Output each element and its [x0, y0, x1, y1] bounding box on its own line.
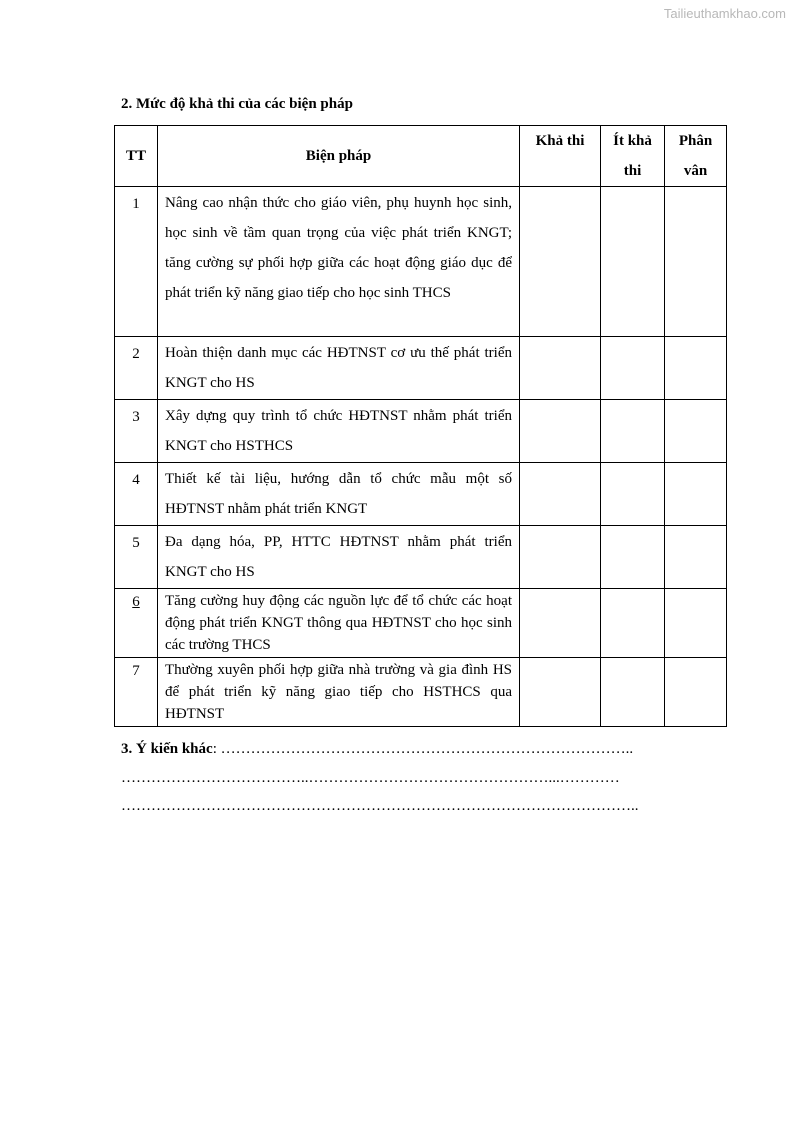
answer-feasible-cell[interactable]: [520, 658, 601, 727]
row-number: [115, 589, 158, 658]
table-row: [115, 337, 727, 400]
other-opinions-label: 3. Ý kiến khác: [121, 741, 213, 757]
table-row: [115, 400, 727, 463]
answer-less-feasible-cell[interactable]: [601, 337, 665, 400]
answer-undecided-cell[interactable]: [665, 589, 727, 658]
header-feasible-text: Khả thi: [535, 133, 585, 149]
answer-undecided-cell[interactable]: [665, 526, 727, 589]
other-opinions-fill-3[interactable]: …………………………………………………………………………………………..: [121, 798, 639, 814]
header-tt: TT: [115, 126, 158, 187]
row-number: 7: [115, 658, 158, 727]
table-row: [115, 589, 727, 658]
answer-less-feasible-cell[interactable]: [601, 526, 665, 589]
header-undecided-line1: Phân: [678, 133, 713, 149]
answer-less-feasible-cell[interactable]: [601, 400, 665, 463]
answer-feasible-cell[interactable]: [520, 589, 601, 658]
section-title: 2. Mức độ khả thi của các biện pháp: [121, 96, 353, 112]
answer-less-feasible-cell[interactable]: [601, 187, 665, 337]
row-measure: Hoàn thiện danh mục các HĐTNST cơ ưu thế phát triển KNGT cho HS: [158, 337, 520, 400]
row-number: 3: [115, 400, 158, 463]
other-opinions-fill-2[interactable]: ………………………………..…………………………………………...…………: [121, 770, 620, 786]
row-number: 5: [115, 526, 158, 589]
answer-undecided-cell[interactable]: [665, 463, 727, 526]
answer-feasible-cell[interactable]: [520, 187, 601, 337]
answer-undecided-cell[interactable]: [665, 400, 727, 463]
row-measure: Xây dựng quy trình tổ chức HĐTNST nhằm phát triển KNGT cho HSTHCS: [158, 400, 520, 463]
other-opinions-fill-1[interactable]: : ………………………………………………………………………..: [212, 741, 634, 757]
header-undecided: [665, 126, 727, 187]
row-number: 1: [115, 187, 158, 337]
row-number: 4: [115, 463, 158, 526]
table-row: [115, 463, 727, 526]
feasibility-table: [114, 125, 727, 727]
header-measure: Biện pháp: [158, 126, 520, 187]
answer-less-feasible-cell[interactable]: [601, 463, 665, 526]
header-undecided-line2: vân: [683, 163, 708, 179]
answer-less-feasible-cell[interactable]: [601, 589, 665, 658]
row-measure: Nâng cao nhận thức cho giáo viên, phụ huynh học sinh, học sinh về tầm quan trọng của việc phát triển KNGT; tăng cường sự phối hợp giữa các hoạt động giáo dục để phát triển kỹ năng giao tiếp cho học sinh THCS: [158, 187, 520, 337]
table-row: [115, 187, 727, 337]
header-less-feasible-line1: Ít khả: [613, 133, 652, 149]
answer-feasible-cell[interactable]: [520, 463, 601, 526]
answer-undecided-cell[interactable]: [665, 337, 727, 400]
answer-less-feasible-cell[interactable]: [601, 658, 665, 727]
answer-undecided-cell[interactable]: [665, 187, 727, 337]
table-row: [115, 526, 727, 589]
header-less-feasible-line2: thi: [623, 163, 642, 179]
row-number: 2: [115, 337, 158, 400]
row-number-text: 6: [132, 594, 140, 610]
other-opinions-line-1: [121, 741, 633, 758]
table-row: [115, 658, 727, 727]
watermark: Tailieuthamkhao.com: [663, 6, 786, 21]
answer-feasible-cell[interactable]: [520, 337, 601, 400]
table-header-row: [115, 126, 727, 187]
header-less-feasible: [601, 126, 665, 187]
row-measure: Thường xuyên phối hợp giữa nhà trường và gia đình HS để phát triển kỹ năng giao tiếp cho HSTHCS qua HĐTNST: [158, 658, 520, 727]
answer-undecided-cell[interactable]: [665, 658, 727, 727]
answer-feasible-cell[interactable]: [520, 400, 601, 463]
header-feasible: [520, 126, 601, 187]
row-measure: Đa dạng hóa, PP, HTTC HĐTNST nhằm phát triển KNGT cho HS: [158, 526, 520, 589]
row-measure: Thiết kế tài liệu, hướng dẫn tổ chức mẫu một số HĐTNST nhằm phát triển KNGT: [158, 463, 520, 526]
row-measure: Tăng cường huy động các nguồn lực để tổ chức các hoạt động phát triển KNGT thông qua HĐTNST cho học sinh các trường THCS: [158, 589, 520, 658]
answer-feasible-cell[interactable]: [520, 526, 601, 589]
